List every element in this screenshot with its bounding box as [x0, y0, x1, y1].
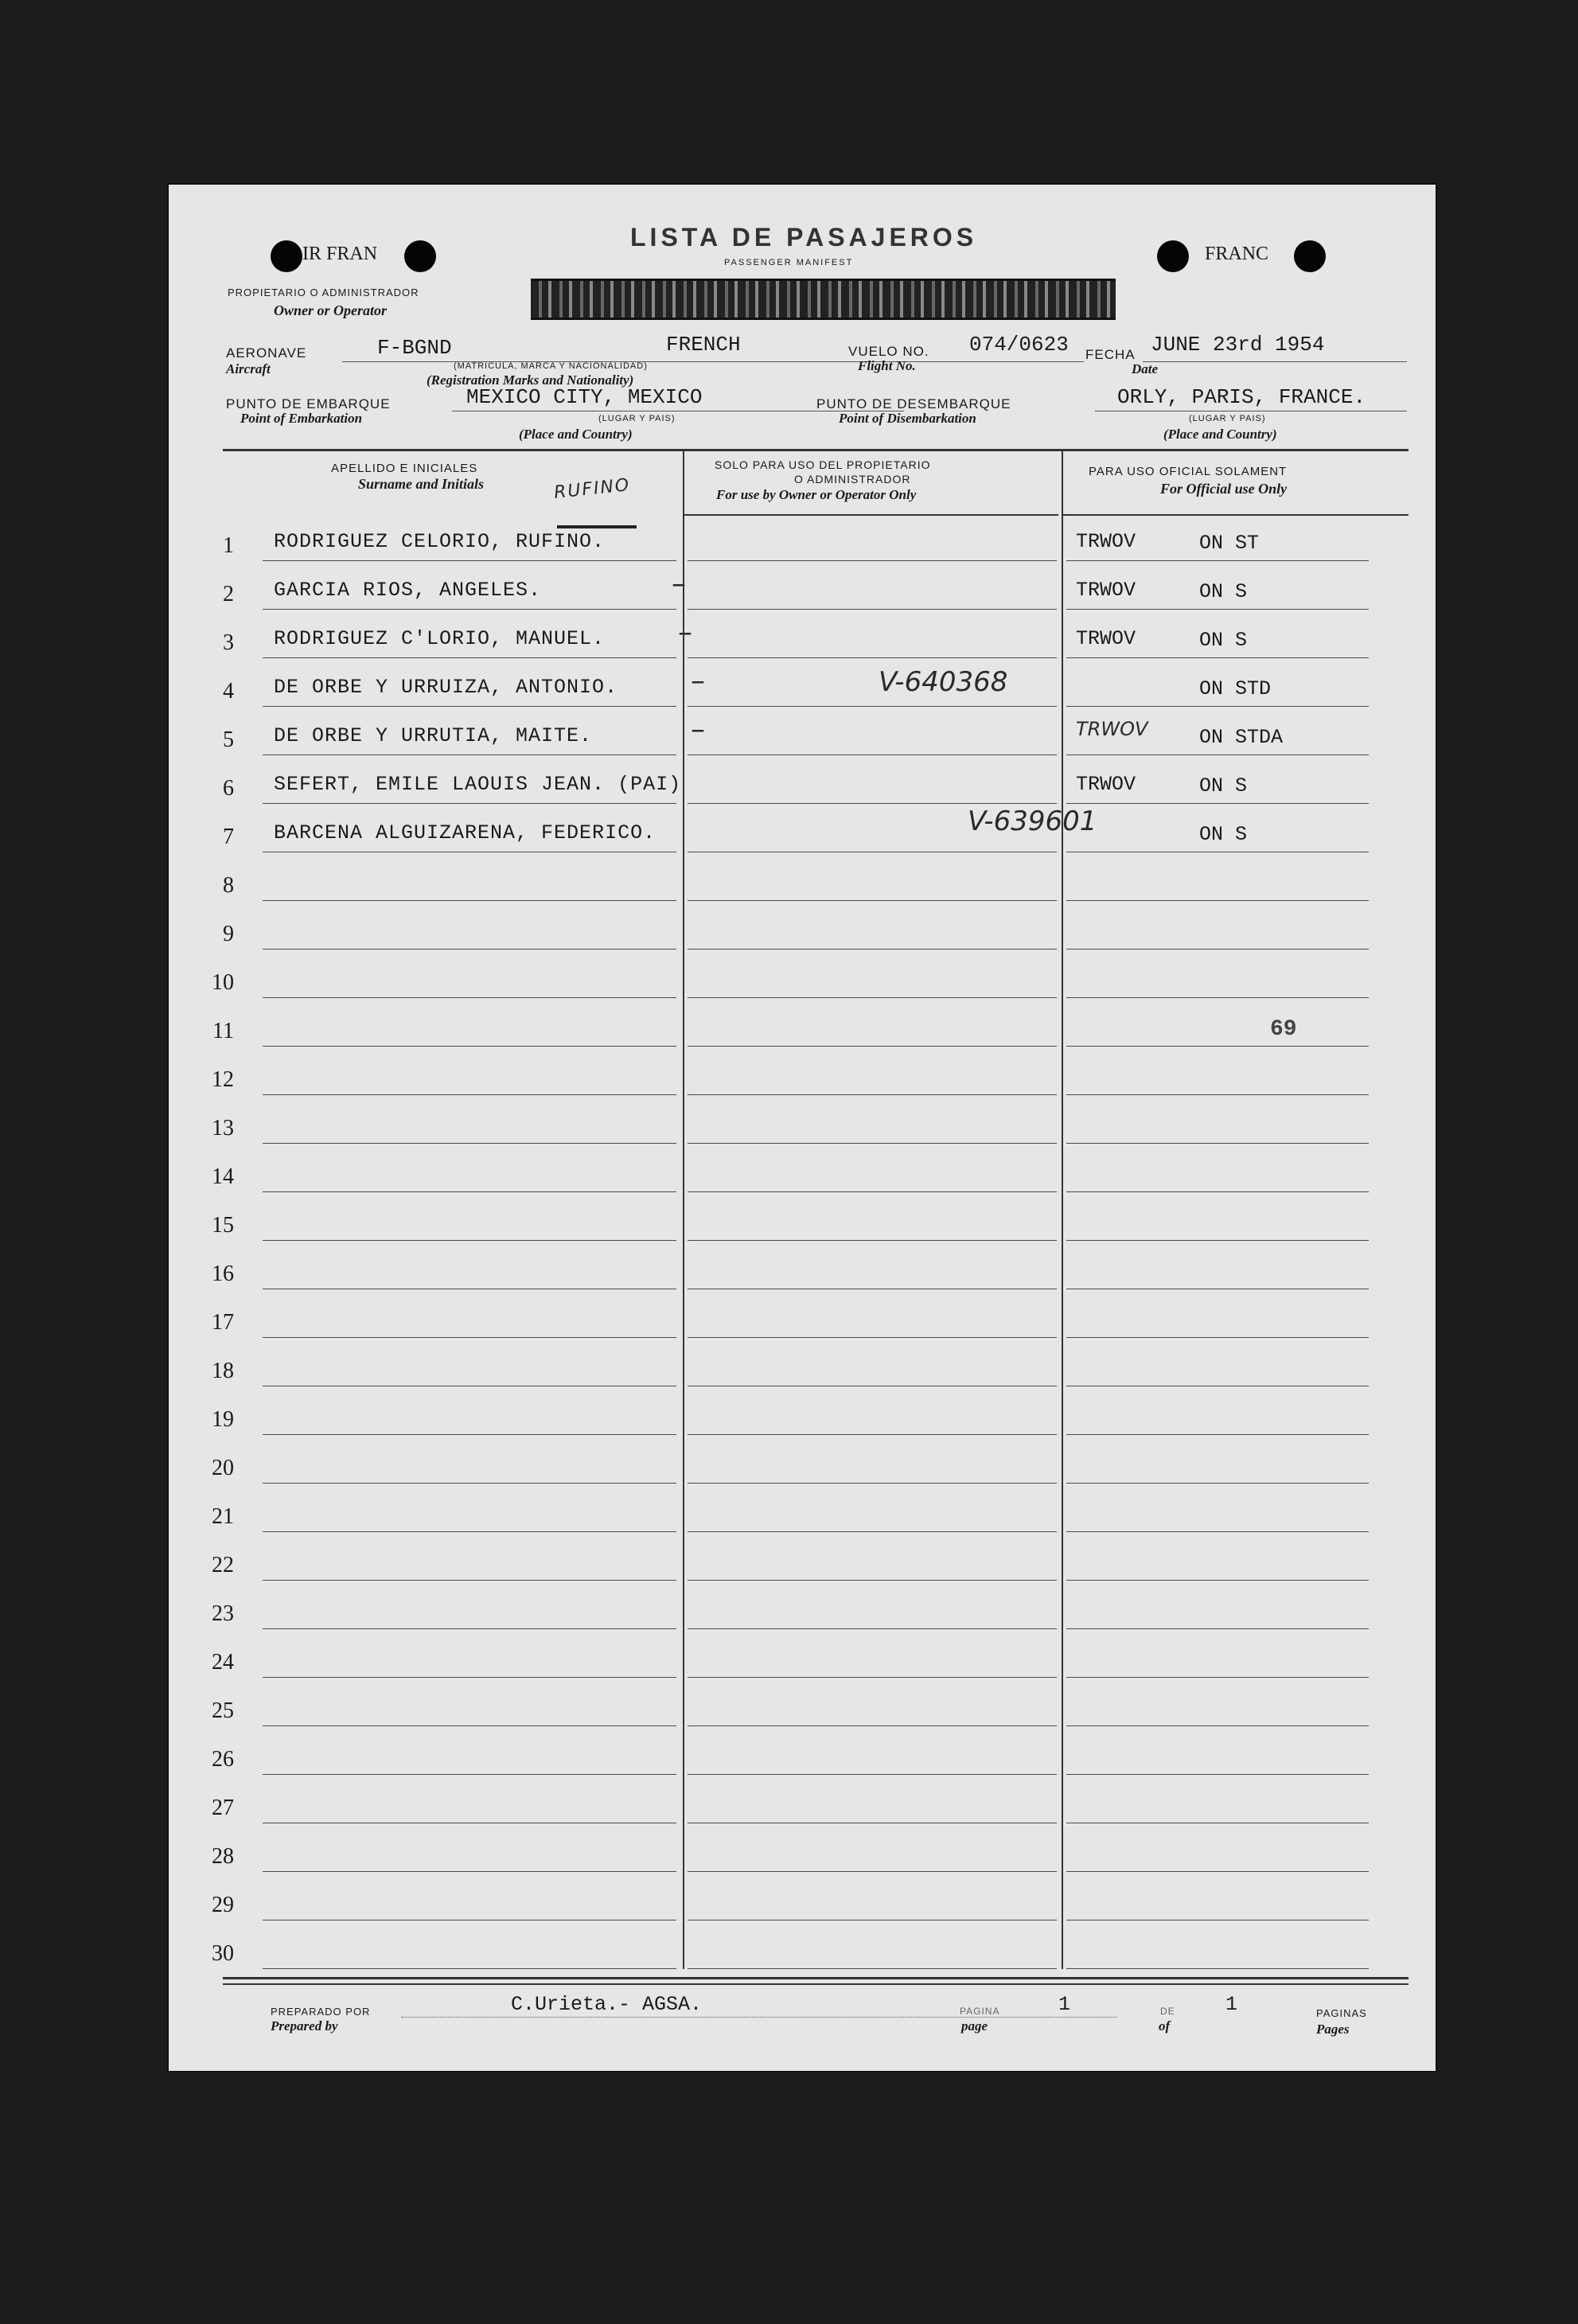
embark-place-note-en: (Place and Country)	[519, 427, 633, 442]
table-row	[169, 1053, 1436, 1102]
registration-note-es: (MATRICULA, MARCA Y NACIONALIDAD)	[454, 361, 648, 371]
prepared-label-es: PREPARADO POR	[271, 2006, 371, 2018]
name-line	[263, 803, 676, 804]
flight-label-es: VUELO NO.	[848, 344, 929, 359]
ink-blot-middle	[404, 240, 436, 272]
official-line	[1066, 1871, 1369, 1872]
row-number: 27	[212, 1796, 234, 1820]
owner-line	[688, 1434, 1057, 1435]
row-number: 15	[212, 1213, 234, 1238]
name-line	[263, 560, 676, 561]
table-row	[169, 1296, 1436, 1344]
owner-line	[688, 1337, 1057, 1338]
tick-mark: –	[691, 665, 705, 697]
row-number: 16	[212, 1261, 234, 1286]
table-row	[169, 1684, 1436, 1733]
row-number: 3	[223, 630, 234, 655]
owner-note: V-639601	[968, 805, 1097, 837]
embark-label-en: Point of Embarkation	[240, 411, 363, 426]
official-line	[1066, 1531, 1369, 1532]
owner-line	[688, 1628, 1057, 1629]
official-status: ON S	[1199, 774, 1248, 797]
table-row	[169, 805, 1436, 859]
official-line	[1066, 1628, 1369, 1629]
name-line	[263, 1871, 676, 1872]
passenger-name: RODRIGUEZ C'LORIO, MANUEL.	[274, 627, 606, 650]
owner-line	[688, 1483, 1057, 1484]
row-number: 13	[212, 1116, 234, 1141]
ink-blot-right-a	[1157, 240, 1189, 272]
official-code: TRWOV	[1076, 627, 1136, 650]
disembark-value: ORLY, PARIS, FRANCE.	[1117, 385, 1366, 409]
official-line	[1066, 1483, 1369, 1484]
owner-line	[688, 1580, 1057, 1581]
row-number: 22	[212, 1553, 234, 1577]
row-number: 25	[212, 1698, 234, 1723]
passenger-name: GARCIA RIOS, ANGELES.	[274, 579, 542, 602]
owner-line	[688, 1968, 1057, 1969]
owner-line	[688, 1774, 1057, 1775]
owner-line	[688, 1240, 1057, 1241]
row-number: 17	[212, 1310, 234, 1335]
page-label-en: page	[961, 2018, 988, 2034]
row-number: 4	[223, 679, 234, 704]
page-subtitle: PASSENGER MANIFEST	[724, 258, 854, 267]
flight-value: 074/0623	[969, 333, 1069, 357]
table-row	[169, 1781, 1436, 1830]
row-number: 12	[212, 1067, 234, 1092]
header-bottom-rule	[684, 514, 1058, 516]
name-line	[263, 1531, 676, 1532]
official-line	[1066, 1143, 1369, 1144]
name-line	[263, 1094, 676, 1095]
official-line	[1066, 1677, 1369, 1678]
row-number: 30	[212, 1941, 234, 1966]
owner-line	[688, 560, 1057, 561]
owner-line	[688, 997, 1057, 998]
official-line	[1066, 1725, 1369, 1726]
name-line	[263, 1337, 676, 1338]
official-status: ON S	[1199, 823, 1248, 846]
owner-line	[688, 1046, 1057, 1047]
tick-mark: –	[691, 713, 705, 746]
row-number: 24	[212, 1650, 234, 1675]
official-status: ON STD	[1199, 677, 1272, 700]
col-owner-header-en: For use by Owner or Operator Only	[716, 487, 917, 502]
name-line	[263, 1968, 676, 1969]
embark-value: MEXICO CITY, MEXICO	[466, 385, 703, 409]
name-line	[263, 1580, 676, 1581]
date-line	[1143, 361, 1407, 362]
passenger-name: DE ORBE Y URRUTIA, MAITE.	[274, 724, 593, 747]
row-number: 20	[212, 1456, 234, 1480]
prepared-label-en: Prepared by	[271, 2018, 338, 2034]
col-owner-header-es-1: SOLO PARA USO DEL PROPIETARIO	[715, 458, 931, 471]
pages-label-es: PAGINAS	[1316, 2007, 1367, 2019]
table-row	[169, 1927, 1436, 1975]
row-number: 9	[223, 922, 234, 946]
struck-owner-field	[531, 279, 1116, 320]
of-label-es: DE	[1160, 2006, 1175, 2017]
col-owner-header-es-2: O ADMINISTRADOR	[794, 473, 911, 485]
row-number: 1	[223, 533, 234, 558]
header-bottom-rule-right	[1063, 514, 1409, 516]
owner-line	[688, 657, 1057, 658]
row-number: 2	[223, 582, 234, 606]
row-number: 7	[223, 825, 234, 849]
aircraft-label-es: AERONAVE	[226, 345, 307, 361]
name-line	[263, 1677, 676, 1678]
footer-double-rule-b	[223, 1983, 1409, 1985]
table-row	[169, 665, 1436, 713]
row-number: 19	[212, 1407, 234, 1432]
official-line	[1066, 560, 1369, 561]
name-line	[263, 1483, 676, 1484]
official-code: TRWOV	[1076, 773, 1136, 796]
official-line	[1066, 706, 1369, 707]
table-row	[169, 762, 1436, 810]
official-line	[1066, 1191, 1369, 1192]
date-label-es: FECHA	[1085, 347, 1136, 362]
name-line	[263, 1725, 676, 1726]
passenger-name: RODRIGUEZ CELORIO, RUFINO.	[274, 530, 606, 553]
official-status: 69	[1270, 1017, 1297, 1042]
owner-line	[688, 1531, 1057, 1532]
passenger-rows	[169, 519, 1436, 1975]
carrier-left: IR FRAN	[302, 244, 378, 264]
ink-blot-left	[271, 240, 302, 272]
aircraft-value: F-BGND	[377, 336, 452, 360]
official-line	[1066, 1580, 1369, 1581]
name-line	[263, 1143, 676, 1144]
strike-through	[557, 525, 637, 528]
name-line	[263, 1774, 676, 1775]
ink-blot-right-b	[1294, 240, 1326, 272]
row-number: 18	[212, 1359, 234, 1383]
of-value: 1	[1225, 1993, 1238, 2016]
table-row	[169, 956, 1436, 1004]
footer-double-rule-a	[223, 1977, 1409, 1979]
table-row	[169, 1733, 1436, 1781]
official-line	[1066, 1094, 1369, 1095]
row-number: 28	[212, 1844, 234, 1869]
prepared-value: C.Urieta.- AGSA.	[511, 1993, 703, 2016]
date-value: JUNE 23rd 1954	[1151, 333, 1325, 357]
table-row	[169, 859, 1436, 907]
official-line	[1066, 1434, 1369, 1435]
flight-line	[957, 361, 1084, 362]
owner-line	[688, 706, 1057, 707]
row-number: 11	[212, 1019, 234, 1043]
table-row	[169, 1830, 1436, 1878]
table-row	[169, 907, 1436, 956]
official-status: ON STDA	[1199, 726, 1284, 749]
official-line	[1066, 1774, 1369, 1775]
date-label-en: Date	[1132, 361, 1159, 376]
row-number: 5	[223, 727, 234, 752]
table-row	[169, 1199, 1436, 1247]
passenger-name: SEFERT, EMILE LAOUIS JEAN. (PAI)	[274, 773, 682, 796]
name-line	[263, 1046, 676, 1047]
col-official-header-en: For Official use Only	[1160, 481, 1288, 497]
official-line	[1066, 1046, 1369, 1047]
name-line	[263, 609, 676, 610]
official-code: TRWOV	[1076, 579, 1136, 602]
row-number: 26	[212, 1747, 234, 1772]
row-number: 23	[212, 1601, 234, 1626]
registration-note-en: (Registration Marks and Nationality)	[427, 372, 634, 388]
col-name-header-en: Surname and Initials	[358, 476, 485, 492]
row-number: 21	[212, 1504, 234, 1529]
table-row	[169, 713, 1436, 762]
table-row	[169, 1102, 1436, 1150]
flight-label-en: Flight No.	[858, 358, 916, 373]
col-official-header-es: PARA USO OFICIAL SOLAMENT	[1089, 465, 1288, 478]
row-number: 14	[212, 1164, 234, 1189]
official-line	[1066, 1968, 1369, 1969]
official-line	[1066, 1337, 1369, 1338]
table-row	[169, 1636, 1436, 1684]
owner-note: V-640368	[879, 666, 1008, 698]
official-code: TRWOV	[1076, 530, 1136, 553]
disembark-label-es: PUNTO DE DESEMBARQUE	[816, 396, 1011, 411]
name-line	[263, 900, 676, 901]
table-row	[169, 616, 1436, 665]
official-line	[1066, 997, 1369, 998]
table-row	[169, 1538, 1436, 1587]
manifest-sheet	[169, 185, 1436, 2071]
nationality-value: FRENCH	[666, 333, 741, 357]
official-code: TRWOV	[1076, 718, 1148, 740]
row-number: 8	[223, 873, 234, 898]
table-row	[169, 1587, 1436, 1636]
table-top-rule	[223, 449, 1409, 451]
owner-label-es: PROPIETARIO O ADMINISTRADOR	[228, 287, 419, 298]
table-row	[169, 1150, 1436, 1199]
table-row	[169, 1247, 1436, 1296]
official-line	[1066, 657, 1369, 658]
row-number: 6	[223, 776, 234, 801]
disembark-place-note-en: (Place and Country)	[1163, 427, 1277, 442]
official-status: ON ST	[1199, 532, 1260, 555]
carrier-right: FRANC	[1205, 244, 1269, 264]
owner-label-en: Owner or Operator	[274, 302, 388, 318]
row-number: 10	[212, 970, 234, 995]
embark-label-es: PUNTO DE EMBARQUE	[226, 396, 391, 411]
name-line	[263, 997, 676, 998]
tick-mark: –	[672, 567, 686, 600]
name-line	[263, 1434, 676, 1435]
handwritten-rufino: RUFINO	[552, 475, 632, 503]
page-value: 1	[1058, 1993, 1071, 2016]
name-line	[263, 1240, 676, 1241]
embark-place-note-es: (LUGAR Y PAIS)	[598, 414, 676, 423]
official-line	[1066, 900, 1369, 901]
owner-line	[688, 1871, 1057, 1872]
official-line	[1066, 803, 1369, 804]
name-line	[263, 1191, 676, 1192]
owner-line	[688, 1677, 1057, 1678]
table-row	[169, 1441, 1436, 1490]
owner-line	[688, 1094, 1057, 1095]
official-status: ON S	[1199, 629, 1248, 652]
name-line	[263, 1628, 676, 1629]
official-line	[1066, 609, 1369, 610]
table-row	[169, 1878, 1436, 1927]
table-row	[169, 1393, 1436, 1441]
col-name-header-es: APELLIDO E INICIALES	[331, 462, 478, 475]
disembark-place-note-es: (LUGAR Y PAIS)	[1189, 414, 1266, 423]
table-row	[169, 567, 1436, 616]
owner-line	[688, 900, 1057, 901]
page-title: LISTA DE PASAJEROS	[630, 223, 978, 252]
aircraft-label-en: Aircraft	[226, 361, 271, 376]
row-number: 29	[212, 1893, 234, 1917]
disembark-label-en: Point of Disembarkation	[839, 411, 976, 426]
passenger-name: BARCENA ALGUIZARENA, FEDERICO.	[274, 821, 657, 844]
table-row	[169, 1344, 1436, 1393]
owner-line	[688, 1143, 1057, 1144]
prepared-line	[401, 2017, 1117, 2018]
tick-mark: –	[678, 616, 692, 649]
table-row	[169, 519, 1436, 567]
table-row	[169, 1004, 1436, 1053]
owner-line	[688, 609, 1057, 610]
of-label-en: of	[1159, 2018, 1171, 2034]
page-label-es: PAGINA	[960, 2006, 1000, 2017]
table-row	[169, 1490, 1436, 1538]
owner-line	[688, 1191, 1057, 1192]
pages-label-en: Pages	[1316, 2022, 1350, 2037]
owner-line	[688, 1725, 1057, 1726]
owner-line	[688, 803, 1057, 804]
official-line	[1066, 1240, 1369, 1241]
name-line	[263, 706, 676, 707]
name-line	[263, 657, 676, 658]
passenger-name: DE ORBE Y URRUIZA, ANTONIO.	[274, 676, 618, 699]
official-status: ON S	[1199, 580, 1248, 603]
